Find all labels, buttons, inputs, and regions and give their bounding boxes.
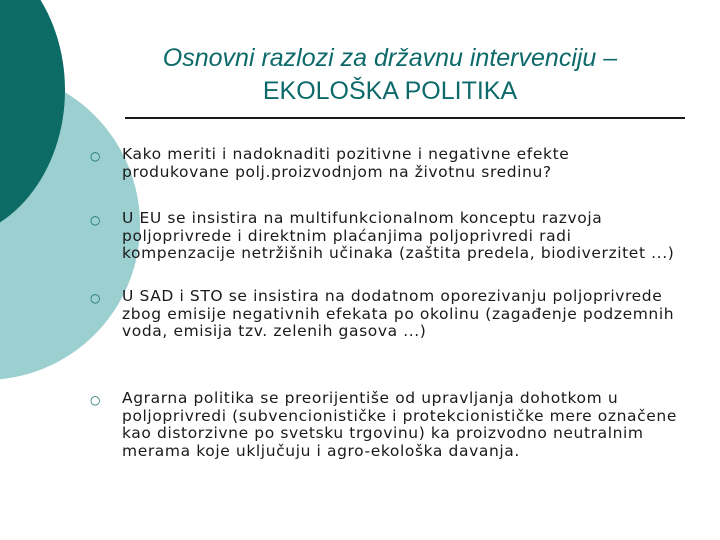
circle-bullet-icon: ○ (90, 149, 101, 163)
bullet-text: U EU se insistira na multifunkcionalnom konceptu razvoja poljoprivrede i direktnim plaćanjima poljoprivredi radi kompenzacije netržišnih učinaka (zaštita predela, biodiverzitet ...) (122, 209, 675, 262)
bullet-text: U SAD i STO se insistira na dodatnom oporezivanju poljoprivrede zbog emisije negativnih efekata po okolinu (zagađenje podzemnih voda, emisija tzv. zelenih gasova ...) (122, 287, 675, 340)
title-divider (125, 117, 685, 119)
bullet-text: Agrarna politika se preorijentiše od upravljanja dohotkom u poljoprivredi (subvencionističke i protekcionističke mere označene kao distorzivne po svetsku trgovinu) ka proizvodno neutralnim merama koje uključuju i agro-ekološka davanja. (122, 389, 677, 460)
bullet-item (90, 288, 682, 341)
bullet-item (90, 210, 682, 263)
circle-bullet-icon: ○ (90, 393, 101, 407)
slide-title-line2: EKOLOŠKA POLITIKA (262, 77, 518, 105)
bullet-text: Kako meriti i nadoknaditi pozitivne i negativne efekte produkovane polj.proizvodnjom na životnu sredinu? (122, 145, 570, 181)
bullet-item (90, 146, 682, 181)
bullet-item (90, 390, 682, 460)
circle-bullet-icon: ○ (90, 291, 101, 305)
slide-title-line1: Osnovni razlozi za državnu intervenciju – (162, 44, 618, 72)
circle-bullet-icon: ○ (90, 213, 101, 227)
slide-title (130, 42, 650, 108)
